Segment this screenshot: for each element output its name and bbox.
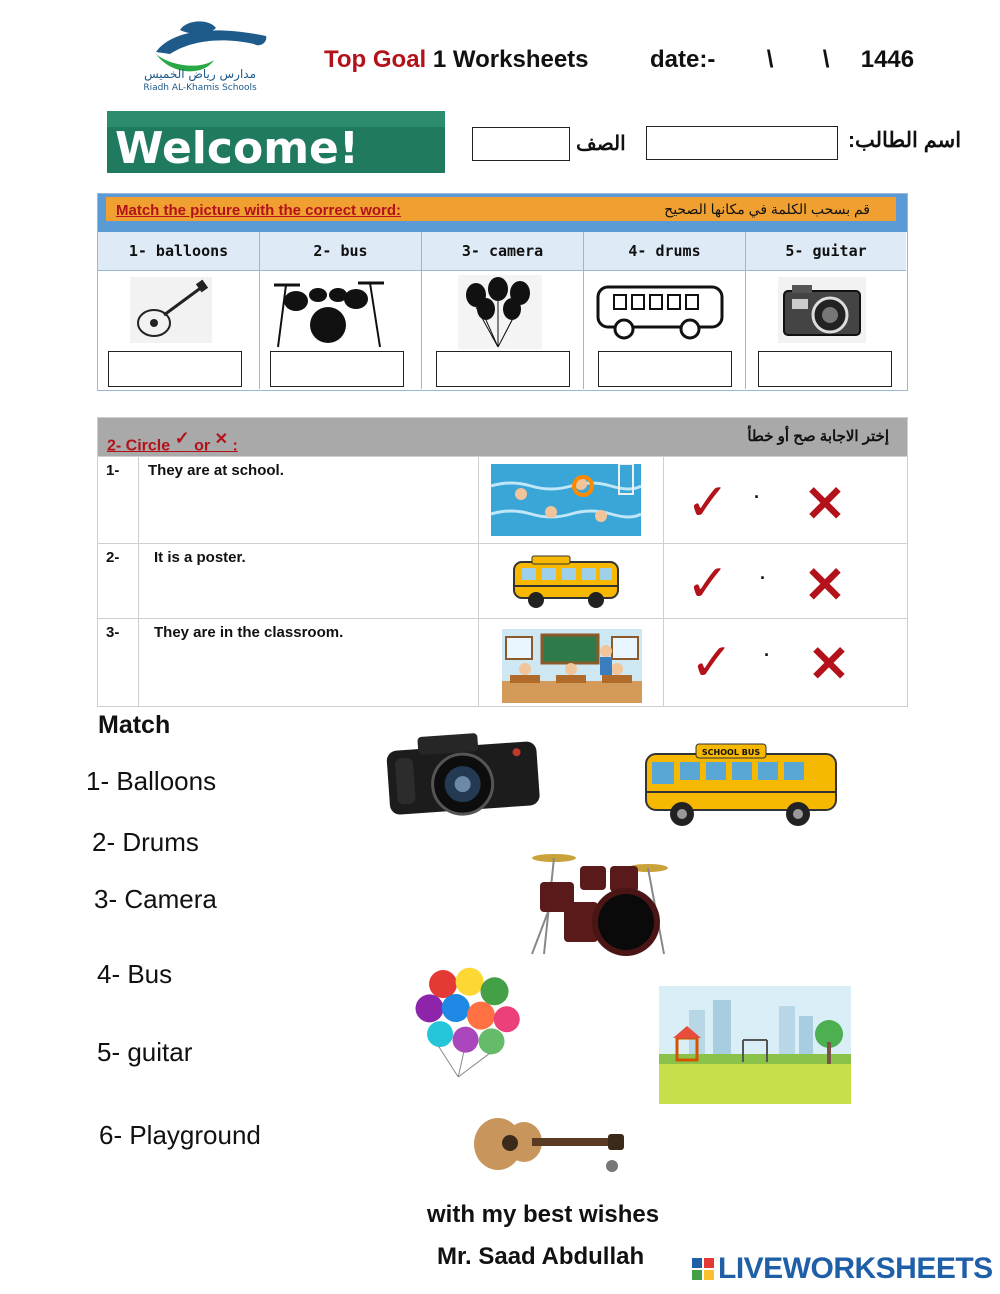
- date-separator-1: \: [766, 46, 774, 73]
- word-cell-5: 5- guitar: [746, 232, 906, 271]
- svg-text:Riadh AL-Khamis Schools: Riadh AL-Khamis Schools: [143, 83, 257, 93]
- word-cell-3: 3- camera: [422, 232, 584, 271]
- section1-header: [98, 194, 907, 232]
- answer-box-2[interactable]: [270, 351, 404, 387]
- date-separator-2: \: [822, 46, 830, 73]
- picture-cell-5: [746, 271, 906, 389]
- student-name-label: اسم الطالب:: [848, 129, 962, 152]
- instruction-arabic: قم بسحب الكلمة في مكانها الصحيح: [664, 201, 870, 217]
- question-text: They are in the classroom.: [154, 624, 344, 641]
- camera-icon: [778, 277, 866, 343]
- drums-icon: [270, 275, 388, 349]
- word-cell-2: 2- bus: [260, 232, 422, 271]
- section2-heading: [107, 428, 238, 455]
- separator-dot: ·: [764, 645, 770, 665]
- playground-photo[interactable]: [659, 986, 851, 1104]
- match-item-drums: 2- Drums: [92, 827, 199, 857]
- class-label: الصف: [576, 133, 626, 155]
- title-series: Top Goal: [324, 46, 427, 73]
- picture-cell-4: [584, 271, 746, 389]
- swimming-pool-image: [491, 464, 641, 536]
- separator-dot: ·: [760, 568, 766, 588]
- class-input[interactable]: [472, 127, 570, 161]
- question-number: 1-: [106, 462, 120, 479]
- instruction-english: Match the picture with the correct word:: [116, 202, 402, 219]
- svg-text:مدارس رياض الخميس: مدارس رياض الخميس: [143, 67, 257, 81]
- date-year: 1446: [860, 46, 915, 73]
- section2-instruction-arabic: إختر الاجابة صح أو خطأ: [747, 428, 889, 445]
- match-item-balloons: 1- Balloons: [86, 766, 217, 796]
- school-logo: [108, 14, 298, 94]
- instruction-bar: [106, 197, 896, 221]
- answer-box-4[interactable]: [598, 351, 732, 387]
- heading-prefix: 2- Circle: [107, 437, 171, 455]
- svg-text:Welcome!: Welcome!: [115, 123, 359, 173]
- date-field: [650, 46, 914, 74]
- school-bus-image: [510, 552, 622, 612]
- heading-check-icon: ✓: [174, 428, 190, 448]
- match-item-guitar: 5- guitar: [97, 1037, 193, 1067]
- date-label: date:-: [650, 46, 716, 73]
- worksheet-title: [324, 46, 589, 74]
- check-option-2[interactable]: ✓: [686, 555, 730, 613]
- question-number: 2-: [106, 549, 120, 566]
- liveworksheets-brand: LIVEWORKSHEETS: [718, 1252, 993, 1285]
- match-item-bus: 4- Bus: [97, 959, 173, 989]
- classroom-image: [502, 629, 642, 703]
- school-bus-photo[interactable]: [640, 740, 842, 832]
- match-title: Match: [98, 711, 171, 739]
- question-row-2: [98, 543, 907, 619]
- question-text: It is a poster.: [154, 549, 246, 566]
- heading-colon: :: [232, 437, 238, 455]
- heading-or: or: [194, 437, 211, 455]
- drum-kit-photo[interactable]: [518, 848, 678, 958]
- word-cell-4: 4- drums: [584, 232, 746, 271]
- question-row-3: [98, 618, 907, 707]
- picture-cell-1: [98, 271, 260, 389]
- picture-cell-3: [422, 271, 584, 389]
- title-rest: 1 Worksheets: [426, 46, 589, 73]
- bus-icon: [594, 281, 726, 343]
- balloons-icon: [458, 275, 542, 349]
- svg-text:SCHOOL BUS: SCHOOL BUS: [701, 748, 761, 757]
- cross-option-2[interactable]: ✕: [804, 557, 846, 613]
- liveworksheets-logo-icon: [692, 1258, 714, 1280]
- picture-cell-2: [260, 271, 422, 389]
- answer-box-1[interactable]: [108, 351, 242, 387]
- cross-option-3[interactable]: ✕: [808, 636, 850, 692]
- balloons-photo[interactable]: [398, 958, 540, 1086]
- closing-wishes: with my best wishes: [427, 1201, 660, 1228]
- word-cell-1: 1- balloons: [98, 232, 260, 271]
- section2-header: [98, 418, 907, 456]
- answer-box-5[interactable]: [758, 351, 892, 387]
- welcome-banner: [107, 111, 445, 173]
- guitar-icon: [130, 277, 212, 343]
- separator-dot: ·: [754, 487, 760, 507]
- circle-true-false-section: [97, 417, 908, 707]
- camera-photo[interactable]: [380, 724, 548, 826]
- question-number: 3-: [106, 624, 120, 641]
- match-item-camera: 3- Camera: [94, 884, 217, 914]
- check-option-3[interactable]: ✓: [690, 634, 734, 692]
- student-name-input[interactable]: [646, 126, 838, 160]
- guitar-photo[interactable]: [472, 1106, 628, 1178]
- match-item-playground: 6- Playground: [99, 1120, 261, 1150]
- question-row-1: [98, 456, 907, 544]
- check-option-1[interactable]: ✓: [686, 474, 730, 532]
- cross-option-1[interactable]: ✕: [804, 476, 846, 532]
- match-word-section: [97, 193, 908, 391]
- heading-cross-icon: ✕: [214, 431, 228, 448]
- answer-box-3[interactable]: [436, 351, 570, 387]
- question-text: They are at school.: [148, 462, 284, 479]
- teacher-name: Mr. Saad Abdullah: [437, 1243, 645, 1270]
